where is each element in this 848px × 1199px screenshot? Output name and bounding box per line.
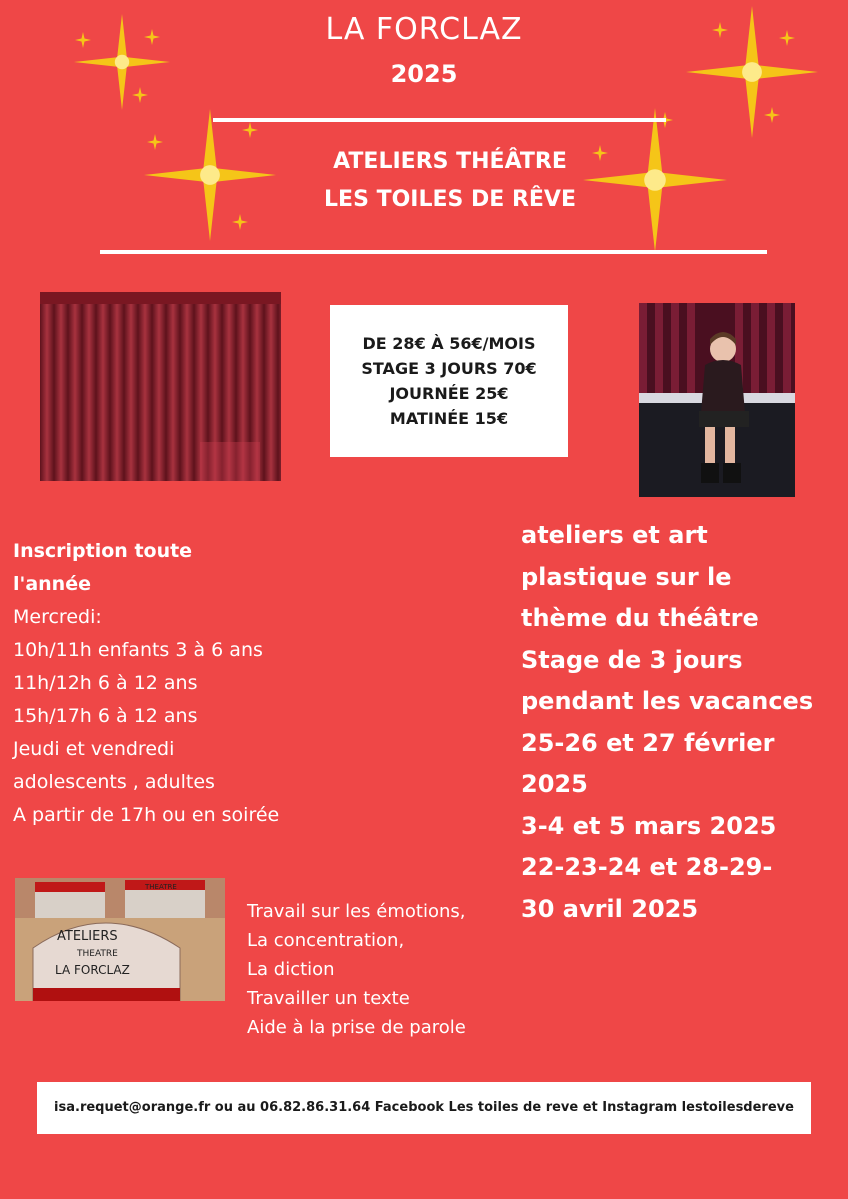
schedule-line: Jeudi et vendredi <box>13 738 175 760</box>
schedule-heading-2: l'année <box>13 573 91 595</box>
stage-line: 3-4 et 5 mars 2025 <box>521 811 777 840</box>
stage-line: 30 avril 2025 <box>521 894 699 923</box>
workshop-photo <box>15 878 225 1001</box>
subtitle-line1: ATELIERS THÉÂTRE <box>333 149 567 174</box>
stage-line: ateliers et art <box>521 521 708 549</box>
stage-line: thème du théâtre <box>521 604 759 632</box>
sparkle-icon <box>242 122 258 138</box>
divider-bottom <box>100 250 767 254</box>
sparkle-icon <box>583 108 727 252</box>
schedule-line: 15h/17h 6 à 12 ans <box>13 705 198 727</box>
curtain-photo <box>40 292 281 481</box>
stage-line: 22-23-24 et 28-29- <box>521 853 773 881</box>
sparkle-icon <box>147 134 163 150</box>
schedule-block <box>13 535 343 832</box>
stage-line: 25-26 et 27 février <box>521 728 775 757</box>
divider-top <box>213 118 666 122</box>
stage-info-block <box>521 515 848 930</box>
work-topic: Travailler un texte <box>247 988 410 1009</box>
sparkle-icon <box>232 214 248 230</box>
sparkle-icon <box>144 109 276 241</box>
stage-line: 2025 <box>521 770 588 798</box>
work-topic: Travail sur les émotions, <box>247 901 466 922</box>
stage-line: Stage de 3 jours <box>521 645 743 674</box>
stage-line: plastique sur le <box>521 562 732 591</box>
price-monthly: DE 28€ À 56€/MOIS <box>362 334 536 353</box>
price-box <box>330 305 568 457</box>
sparkle-icon <box>132 87 148 103</box>
sign-line-3: LA FORCLAZ <box>55 963 130 977</box>
sign-line-2: THEATRE <box>77 949 118 959</box>
work-topic: La concentration, <box>247 930 405 951</box>
price-morning: MATINÉE 15€ <box>389 409 509 428</box>
work-topics-block <box>247 897 547 1042</box>
schedule-line: adolescents , adultes <box>13 771 215 793</box>
year-label: 2025 <box>390 60 458 88</box>
price-stage: STAGE 3 JOURS 70€ <box>361 359 537 378</box>
schedule-heading-1: Inscription toute <box>13 540 193 562</box>
teacher-photo <box>639 303 795 497</box>
schedule-line: Mercredi: <box>13 606 102 628</box>
schedule-line: 11h/12h 6 à 12 ans <box>13 672 198 694</box>
stage-line: pendant les vacances <box>521 687 814 715</box>
price-day: JOURNÉE 25€ <box>389 384 509 403</box>
svg-text:THEATRE: THEATRE <box>145 883 177 891</box>
work-topic: La diction <box>247 959 335 980</box>
schedule-line: 10h/11h enfants 3 à 6 ans <box>13 639 263 661</box>
schedule-line: A partir de 17h ou en soirée <box>13 804 280 826</box>
work-topic: Aide à la prise de parole <box>247 1017 466 1038</box>
sign-line-1: ATELIERS <box>57 929 118 944</box>
subtitle-line2: LES TOILES DE RÊVE <box>324 187 576 212</box>
page-title: LA FORCLAZ <box>325 12 523 47</box>
contact-info: isa.requet@orange.fr ou au 06.82.86.31.64 Facebook Les toiles de reve et Instagram lestoilesdereve <box>37 1082 811 1134</box>
sparkle-icon <box>764 107 780 123</box>
